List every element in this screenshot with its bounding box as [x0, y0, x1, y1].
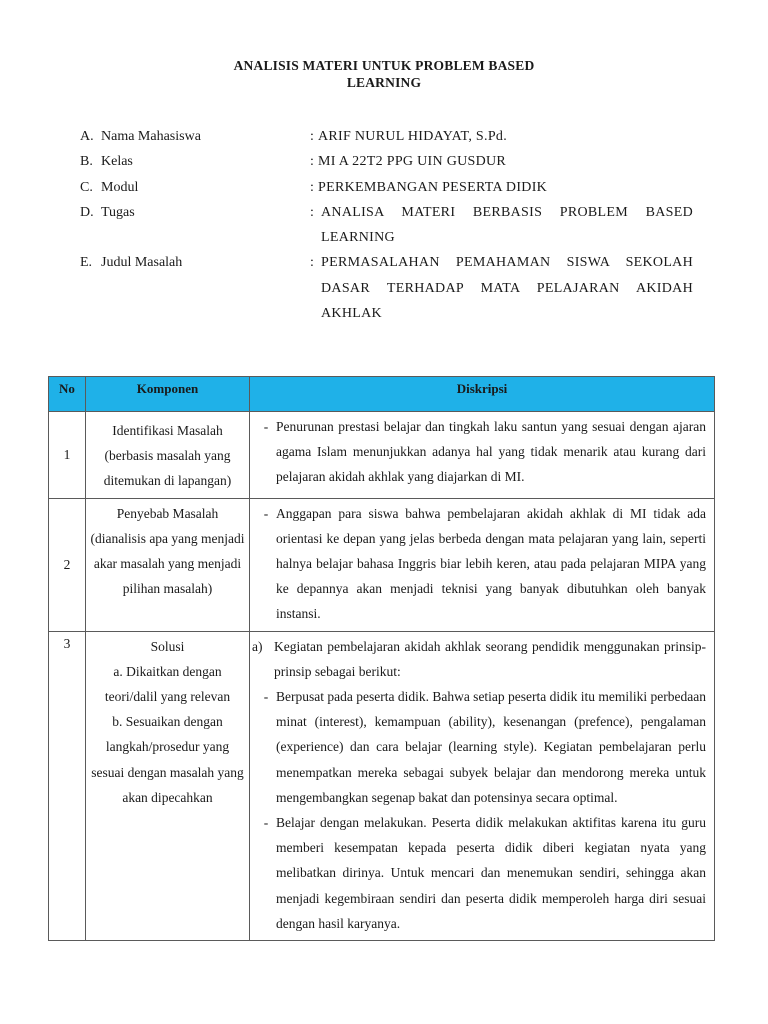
document-title	[0, 57, 768, 91]
row-komponen: Identifikasi Masalah (berbasis masalah yang ditemukan di lapangan)	[86, 412, 250, 499]
row-komponen	[86, 631, 250, 940]
list-item-text: Kegiatan pembelajaran akidah akhlak seorang pendidik menggunakan prinsip-prinsip sebagai berikut:	[274, 638, 706, 679]
list-item	[256, 501, 706, 627]
info-colon: :	[310, 204, 314, 220]
bullet-marker: -	[263, 689, 269, 705]
list-item	[256, 414, 706, 490]
row-diskripsi	[250, 498, 715, 631]
info-row-modul	[80, 175, 720, 200]
info-letter: C.	[80, 179, 93, 195]
table-header-row	[49, 377, 715, 412]
table-row	[49, 631, 715, 940]
info-colon: :	[310, 179, 314, 195]
row-komponen: Penyebab Masalah (dianalisis apa yang menjadi akar masalah yang menjadi pilihan masalah)	[86, 498, 250, 631]
list-item	[256, 810, 706, 936]
info-colon: :	[310, 255, 314, 271]
info-row-tugas	[80, 200, 720, 251]
title-line-2: LEARNING	[346, 75, 422, 90]
info-label: Nama Mahasiswa	[101, 129, 201, 144]
header-no: No	[49, 377, 86, 412]
header-diskripsi: Diskripsi	[250, 377, 715, 412]
bullet-marker: -	[263, 815, 269, 831]
list-marker: a)	[252, 638, 263, 654]
list-item-text: Belajar dengan melakukan. Peserta didik melakukan aktifitas karena itu guru memberi kesempatan kepada peserta didik diberi kegiatan nyata yang melibatkan dirinya. Untuk mencari dan menemukan sendiri, sehingga akan menjadi kegembiraan sendiri dan peserta didik memperoleh harga diri sesuai dengan hasil karyanya.	[276, 815, 706, 931]
info-row-kelas	[80, 149, 720, 174]
komponen-title: Solusi	[150, 638, 185, 654]
row-number: 1	[49, 412, 86, 499]
list-item-text: Anggapan para siswa bahwa pembelajaran akidah akhlak di MI tidak ada orientasi ke depan yang jelas berbeda dengan mata pelajaran yang lain, seperti halnya belajar bahasa Inggris biar lebih keren, atau pada pelajaran MIPA yang ke depannya akan menjadi teknisi yang banyak dibutuhkan oleh banyak instansi.	[276, 505, 706, 622]
info-value: PERMASALAHAN PEMAHAMAN SISWA SEKOLAH DASAR TERHADAP MATA PELAJARAN AKIDAH AKHLAK	[321, 255, 693, 322]
list-item-text: Berpusat pada peserta didik. Bahwa setiap peserta didik itu memiliki perbedaan minat (interest), kemampuan (ability), kesenangan (prefence), pengalaman (experience) dan cara belajar (learning style). Kegiatan pembelajaran perlu menempatkan mereka sebagai subyek belajar dan mendorong mereka untuk mengembangkan segenap bakat dan potensinya secara optimal.	[276, 689, 706, 805]
row-diskripsi	[250, 631, 715, 940]
komponen-point-b: b. Sesuaikan dengan langkah/prosedur yang sesuai dengan masalah yang akan dipecahkan	[91, 714, 244, 805]
info-letter: E.	[80, 255, 93, 271]
info-row-nama	[80, 124, 720, 149]
bullet-marker: -	[263, 419, 269, 434]
student-info	[80, 124, 720, 326]
info-letter: A.	[80, 129, 94, 144]
row-number: 3	[49, 631, 86, 940]
info-value: PERKEMBANGAN PESERTA DIDIK	[318, 179, 548, 195]
list-item	[256, 684, 706, 810]
komponen-point-a: a. Dikaitkan dengan teori/dalil yang relevan	[104, 663, 231, 705]
info-colon: :	[310, 129, 314, 144]
info-colon: :	[310, 154, 314, 170]
analysis-table	[48, 376, 715, 941]
info-label: Kelas	[101, 154, 133, 170]
row-diskripsi	[250, 412, 715, 499]
bullet-marker: -	[263, 505, 269, 521]
info-letter: D.	[80, 204, 94, 220]
table-row	[49, 412, 715, 499]
info-label: Judul Masalah	[101, 255, 183, 271]
header-komponen: Komponen	[86, 377, 250, 412]
list-item	[252, 634, 706, 684]
info-label: Modul	[101, 179, 139, 195]
info-value: ANALISA MATERI BERBASIS PROBLEM BASED LEARNING	[321, 204, 693, 246]
info-label: Tugas	[101, 204, 135, 220]
info-row-judul	[80, 250, 720, 326]
info-value: ARIF NURUL HIDAYAT, S.Pd.	[318, 129, 508, 144]
info-letter: B.	[80, 154, 93, 170]
row-number: 2	[49, 498, 86, 631]
table-row	[49, 498, 715, 631]
list-item-text: Penurunan prestasi belajar dan tingkah laku santun yang sesuai dengan ajaran agama Islam menunjukkan adanya hal yang tidak menarik atau kurang dari pelajaran akidah akhlak yang diajarkan di MI.	[276, 419, 706, 485]
title-line-1: ANALISIS MATERI UNTUK PROBLEM BASED	[233, 58, 535, 73]
info-value: MI A 22T2 PPG UIN GUSDUR	[318, 154, 507, 170]
